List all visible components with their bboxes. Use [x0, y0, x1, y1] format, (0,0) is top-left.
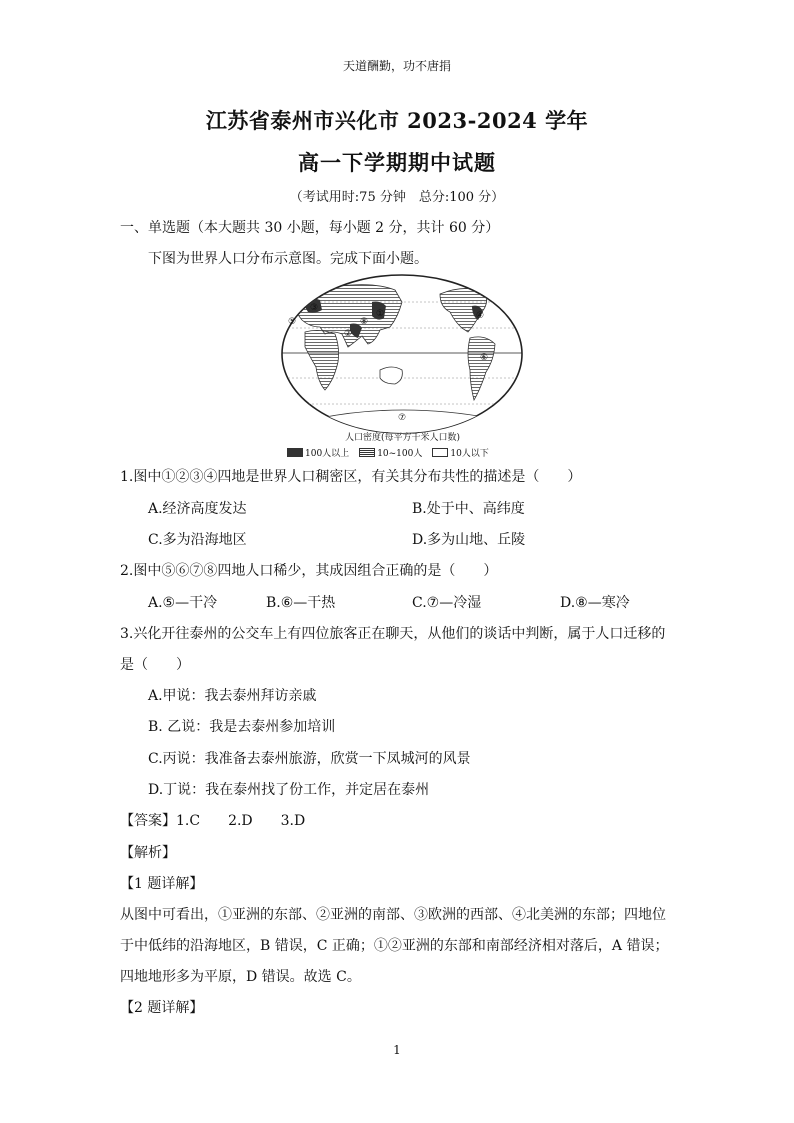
detail1-line-1: 从图中可看出，①亚洲的东部、②亚洲的南部、③欧洲的西部、④北美洲的东部；四地位: [120, 907, 666, 923]
q3-option-a: A.甲说：我去泰州拜访亲戚: [148, 688, 317, 704]
q2-option-c: C.⑦—冷湿: [412, 595, 482, 611]
analysis-label: 【解析】: [120, 845, 176, 861]
map-label-5: ⑤: [288, 317, 297, 327]
detail1-label: 【1 题详解】: [120, 876, 204, 892]
map-legend: [287, 446, 489, 459]
detail1-line-2: 于中低纬的沿海地区，B 错误，C 正确；①②亚洲的东部和南部经济相对落后，A 错误；: [120, 938, 669, 954]
map-label-1: ①: [376, 309, 385, 319]
q3-option-b: B. 乙说：我是去泰州参加培训: [148, 719, 336, 735]
legend-sparse: 10人以下: [432, 446, 488, 459]
q1-stem: 1.图中①②③④四地是世界人口稠密区，有关其分布共性的描述是（ ）: [120, 469, 582, 485]
title-line-1: 江苏省泰州市兴化市 2023-2024 学年: [205, 108, 589, 133]
map-label-7: ⑦: [398, 413, 407, 423]
map-label-2: ②: [344, 329, 353, 339]
map-graphic: [280, 272, 525, 437]
section-heading: 一、单选题（本大题共 30 小题，每小题 2 分，共计 60 分）: [120, 220, 500, 236]
q2-option-b: B.⑥—干热: [266, 595, 336, 611]
map-legend-title: 人口密度(每平方千米人口数): [344, 433, 461, 443]
greenland: [485, 282, 502, 294]
q3-option-c: C.丙说：我准备去泰州旅游，欣赏一下凤城河的风景: [148, 751, 471, 767]
q2-stem: 2.图中⑤⑥⑦⑧四地人口稀少，其成因组合正确的是（ ）: [120, 563, 498, 579]
answer-line: 【答案】1.C 2.D 3.D: [120, 813, 306, 829]
map-label-4: ④: [476, 311, 485, 321]
q3-stem-line-1: 3.兴化开往泰州的公交车上有四位旅客正在聊天，从他们的谈话中判断，属于人口迁移的: [120, 626, 666, 642]
map-label-3: ③: [310, 303, 319, 313]
q3-stem-line-2: 是（ ）: [120, 657, 190, 673]
australia: [380, 367, 402, 384]
question-intro: 下图为世界人口分布示意图。完成下面小题。: [148, 251, 428, 267]
page-number: 1: [393, 1043, 401, 1057]
q1-option-b: B.处于中、高纬度: [412, 501, 525, 517]
legend-medium: 10~100人: [359, 446, 422, 459]
legend-dense: 100人以上: [287, 446, 349, 459]
exam-info: （考试用时:75 分钟 总分:100 分）: [289, 190, 505, 205]
title-line-2: 高一下学期期中试题: [298, 150, 496, 175]
map-label-6: ⑥: [480, 353, 489, 363]
q2-option-d: D.⑧—寒冷: [560, 595, 630, 611]
q1-option-c: C.多为沿海地区: [148, 532, 247, 548]
q3-option-d: D.丁说：我在泰州找了份工作，并定居在泰州: [148, 782, 430, 798]
q1-option-a: A.经济高度发达: [148, 501, 247, 517]
detail1-line-3: 四地地形多为平原，D 错误。故选 C。: [120, 969, 361, 985]
page-header: 天道酬勤，功不唐捐: [342, 59, 451, 73]
detail2-label: 【2 题详解】: [120, 1000, 204, 1016]
q2-option-a: A.⑤—干冷: [148, 595, 218, 611]
q1-option-d: D.多为山地、丘陵: [412, 532, 526, 548]
map-label-8: ⑧: [360, 317, 369, 327]
world-population-map: [280, 272, 525, 437]
